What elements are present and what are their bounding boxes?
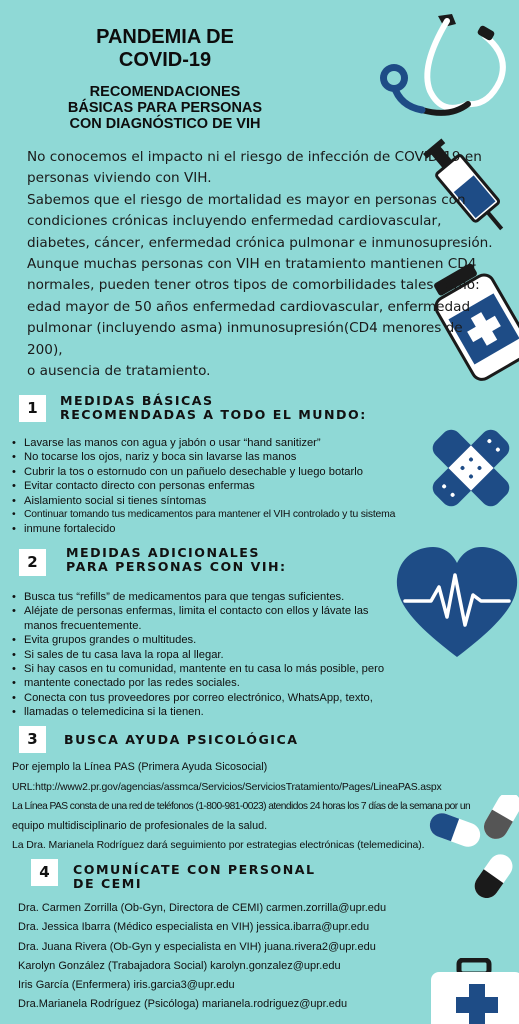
intro-line: pulmonar (incluyendo asma) inmunosupresión(CD4 menores de 200),: [27, 320, 463, 358]
contact-item: Karolyn González (Trabajadora Social) karolyn.gonzalez@upr.edu: [18, 959, 341, 972]
contact-item: Dra. Jessica Ibarra (Médico especialista en VIH) jessica.ibarra@upr.edu: [18, 921, 370, 934]
section-4-heading-line-2: DE CEMI: [73, 876, 143, 891]
capsule-icon: [478, 795, 519, 845]
intro-line: edad mayor de 50 años enfermedad cardiovascular, enfermedad: [27, 298, 471, 315]
section-3-line: Por ejemplo la Línea PAS (Primera Ayuda Sicosocial): [12, 761, 268, 773]
intro-line: personas viviendo con VIH.: [27, 170, 212, 187]
contact-item: Dra.Marianela Rodríguez (Psicóloga) marianela.rodriguez@upr.edu: [18, 998, 348, 1011]
list-item: • Conecta con tus proveedores por correo electrónico, WhatsApp, texto,: [12, 691, 384, 705]
intro-line: diabetes, cáncer, enfermedad crónica pulmonar e inmunosupresión.: [27, 234, 493, 251]
section-2-heading-line-2: PARA PERSONAS CON VIH:: [66, 559, 287, 574]
list-item: • Si hay casos en tu comunidad, mantente en tu casa lo más posible, pero: [12, 662, 384, 676]
list-item: • Busca tus “refills” de medicamentos para que tengas suficientes.: [12, 590, 384, 604]
title-line-1: PANDEMIA DE: [96, 26, 234, 48]
capsule-icon: [468, 852, 519, 902]
intro-line: condiciones crónicas incluyendo enfermedad cardiovascular,: [27, 213, 442, 230]
section-1-heading-line-2: RECOMENDADAS A TODO EL MUNDO:: [60, 407, 367, 422]
section-1-number: 1: [19, 395, 46, 422]
list-item: • Evita grupos grandes o multitudes.: [12, 633, 384, 647]
section-3-heading: BUSCA AYUDA PSICOLÓGICA: [64, 732, 299, 747]
section-1-heading-line-1: MEDIDAS BÁSICAS: [60, 393, 214, 408]
section-3-line: La Línea PAS consta de una red de teléfonos (1-800-981-0023) atendidos 24 horas los 7 días de la semana por un: [12, 801, 471, 812]
section-1-list: [12, 436, 395, 537]
heart-pulse-icon: [395, 545, 519, 660]
bandage-icon: [425, 418, 517, 518]
list-item: • Si sales de tu casa lava la ropa al llegar.: [12, 648, 384, 662]
contact-item: Dra. Carmen Zorrilla (Ob-Gyn, Directora de CEMI) carmen.zorrilla@upr.edu: [18, 902, 387, 914]
first-aid-kit-icon: [425, 958, 519, 1024]
list-item-continuation: manos frecuentemente.: [24, 619, 142, 632]
list-item: • Aléjate de personas enfermas, limita el contacto con ellos y lávate las: [12, 604, 384, 618]
intro-line: No conocemos el impacto ni el riesgo de infección de COVID-19 en: [27, 149, 482, 165]
section-2-heading-line-1: MEDIDAS ADICIONALES: [66, 545, 260, 560]
page-title: [0, 26, 330, 72]
intro-line: o ausencia de tratamiento.: [27, 363, 211, 380]
section-3-body: [12, 758, 470, 856]
capsule-icon: [425, 808, 485, 852]
section-4-heading: [73, 863, 316, 891]
list-item: • Cubrir la tos o estornudo con un pañuelo desechable y luego botarlo: [12, 465, 395, 479]
contact-item: Dra. Juana Rivera (Ob-Gyn y especialista en VIH) juana.rivera2@upr.edu: [18, 940, 376, 953]
intro-line: Aunque muchas personas con VIH en tratamiento mantienen CD4: [27, 256, 477, 273]
section-4-number: 4: [31, 859, 58, 886]
section-3-number: 3: [19, 726, 46, 753]
intro-paragraph: [27, 147, 497, 382]
section-3-url: URL:http://www2.pr.gov/agencias/assmca/Servicios/ServiciosTratamiento/Pages/LineaPAS.aspx: [12, 781, 442, 793]
stethoscope-icon: [360, 6, 519, 126]
contact-list: [18, 899, 386, 1015]
list-item: • Evitar contacto directo con personas enfermas: [12, 479, 395, 493]
section-2-number: 2: [19, 549, 46, 576]
list-item: • Continuar tomando tus medicamentos para mantener el VIH controlado y tu sistema: [12, 508, 395, 522]
list-item: • mantente conectado por las redes sociales.: [12, 676, 384, 690]
list-item: • Lavarse las manos con agua y jabón o usar “hand sanitizer”: [12, 436, 395, 450]
section-2-heading: [66, 546, 287, 574]
subtitle-line-2: BÁSICAS PARA PERSONAS: [67, 100, 263, 116]
title-line-2: COVID-19: [118, 49, 212, 71]
section-2-list: [12, 590, 384, 720]
list-item: • inmune fortalecido: [12, 522, 395, 536]
intro-line: Sabemos que el riesgo de mortalidad es mayor en personas con: [27, 191, 466, 208]
section-3-line: equipo multidisciplinario de profesionales de la salud.: [12, 819, 268, 832]
contact-item: Iris García (Enfermera) iris.garcia3@upr.edu: [18, 979, 235, 992]
section-4-heading-line-1: COMUNÍCATE CON PERSONAL: [73, 862, 316, 877]
section-1-heading: [60, 394, 367, 422]
subtitle-line-3: CON DIAGNÓSTICO DE VIH: [69, 116, 261, 132]
subtitle-line-1: RECOMENDACIONES: [89, 84, 241, 100]
list-item: • No tocarse los ojos, nariz y boca sin lavarse las manos: [12, 450, 395, 464]
list-item: • llamadas o telemedicina si la tienen.: [12, 705, 384, 719]
section-3-line: La Dra. Marianela Rodríguez dará seguimiento por estrategias electrónicas (telemedicina).: [12, 839, 425, 851]
intro-line: normales, pueden tener otros tipos de comorbilidades tales como:: [27, 277, 480, 294]
list-item: • Aislamiento social si tienes síntomas: [12, 494, 395, 508]
page-subtitle: [0, 84, 330, 132]
